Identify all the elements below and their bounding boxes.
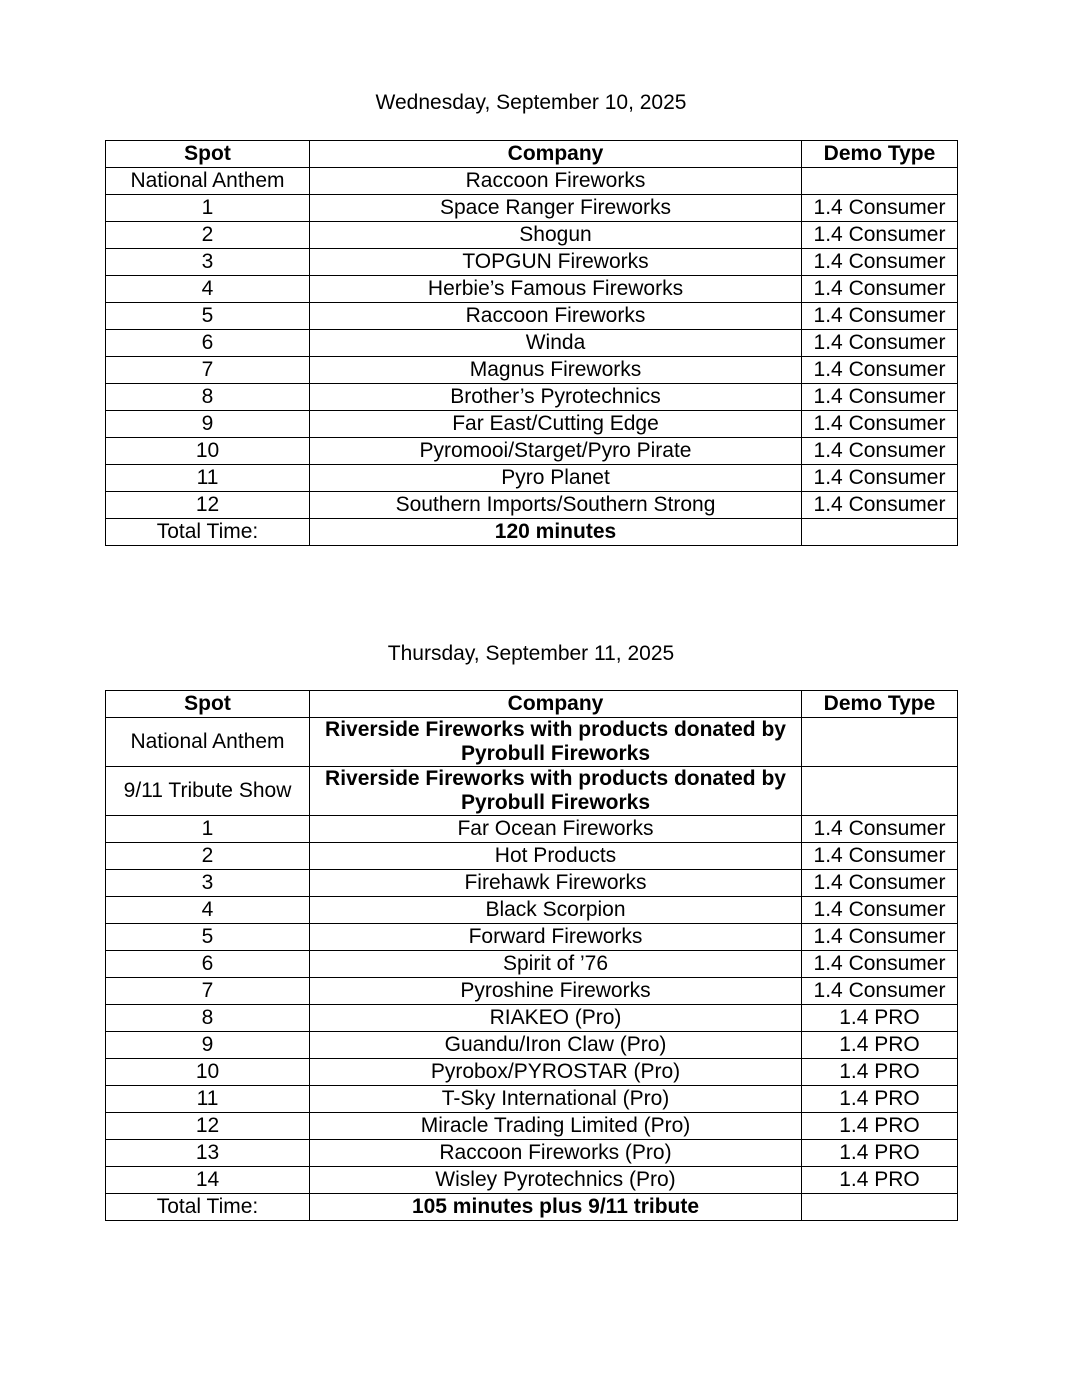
spot-cell: 10 xyxy=(106,1059,310,1086)
demo-type-cell: 1.4 Consumer xyxy=(802,897,958,924)
spot-cell: 10 xyxy=(106,438,310,465)
demo-type-cell: 1.4 PRO xyxy=(802,1140,958,1167)
demo-type-cell: 1.4 Consumer xyxy=(802,276,958,303)
spot-cell: 1 xyxy=(106,816,310,843)
header-demo-type: Demo Type xyxy=(802,691,958,718)
company-cell: Southern Imports/Southern Strong xyxy=(310,492,802,519)
company-cell: Pyromooi/Starget/Pyro Pirate xyxy=(310,438,802,465)
spot-cell: 9 xyxy=(106,411,310,438)
spot-cell: 8 xyxy=(106,1005,310,1032)
demo-type-cell: 1.4 Consumer xyxy=(802,924,958,951)
table-row xyxy=(106,816,958,843)
table-row xyxy=(106,1113,958,1140)
company-cell: Wisley Pyrotechnics (Pro) xyxy=(310,1167,802,1194)
spot-cell: 12 xyxy=(106,492,310,519)
demo-type-cell: 1.4 PRO xyxy=(802,1113,958,1140)
company-cell: Raccoon Fireworks (Pro) xyxy=(310,1140,802,1167)
demo-type-cell: 1.4 Consumer xyxy=(802,465,958,492)
company-cell: Miracle Trading Limited (Pro) xyxy=(310,1113,802,1140)
company-cell: Raccoon Fireworks xyxy=(310,168,802,195)
demo-type-cell: 1.4 Consumer xyxy=(802,303,958,330)
company-cell: TOPGUN Fireworks xyxy=(310,249,802,276)
table-row xyxy=(106,1032,958,1059)
total-label: Total Time: xyxy=(106,519,310,546)
demo-type-cell xyxy=(802,168,958,195)
company-cell: Herbie’s Famous Fireworks xyxy=(310,276,802,303)
header-row xyxy=(106,691,958,718)
spot-cell: 2 xyxy=(106,843,310,870)
demo-type-cell: 1.4 Consumer xyxy=(802,195,958,222)
table-row xyxy=(106,1086,958,1113)
company-cell: Winda xyxy=(310,330,802,357)
company-cell: Guandu/Iron Claw (Pro) xyxy=(310,1032,802,1059)
table-row xyxy=(106,168,958,195)
company-cell: Brother’s Pyrotechnics xyxy=(310,384,802,411)
header-row xyxy=(106,141,958,168)
header-company: Company xyxy=(310,691,802,718)
spot-cell: 9 xyxy=(106,1032,310,1059)
spot-cell: National Anthem xyxy=(106,718,310,767)
table-row xyxy=(106,330,958,357)
table-row xyxy=(106,718,958,767)
demo-type-cell xyxy=(802,767,958,816)
total-row xyxy=(106,1194,958,1221)
header-spot: Spot xyxy=(106,691,310,718)
demo-type-cell: 1.4 Consumer xyxy=(802,330,958,357)
total-empty-cell xyxy=(802,519,958,546)
spot-cell: 4 xyxy=(106,897,310,924)
company-cell: Hot Products xyxy=(310,843,802,870)
company-cell: Far East/Cutting Edge xyxy=(310,411,802,438)
table-row xyxy=(106,897,958,924)
table-row xyxy=(106,924,958,951)
demo-type-cell xyxy=(802,718,958,767)
company-cell: Pyro Planet xyxy=(310,465,802,492)
table-row xyxy=(106,222,958,249)
spot-cell: 1 xyxy=(106,195,310,222)
company-cell: Firehawk Fireworks xyxy=(310,870,802,897)
company-cell: Forward Fireworks xyxy=(310,924,802,951)
table-row xyxy=(106,978,958,1005)
company-cell: Pyroshine Fireworks xyxy=(310,978,802,1005)
demo-type-cell: 1.4 PRO xyxy=(802,1086,958,1113)
schedule-date-title: Wednesday, September 10, 2025 xyxy=(375,91,687,114)
company-cell: Black Scorpion xyxy=(310,897,802,924)
demo-type-cell: 1.4 Consumer xyxy=(802,978,958,1005)
demo-type-cell: 1.4 PRO xyxy=(802,1005,958,1032)
total-value: 105 minutes plus 9/11 tribute xyxy=(310,1194,802,1221)
header-company: Company xyxy=(310,141,802,168)
demo-type-cell: 1.4 Consumer xyxy=(802,357,958,384)
demo-type-cell: 1.4 Consumer xyxy=(802,438,958,465)
header-spot: Spot xyxy=(106,141,310,168)
demo-type-cell: 1.4 PRO xyxy=(802,1032,958,1059)
company-cell: Riverside Fireworks with products donated by Pyrobull Fireworks xyxy=(310,718,802,767)
demo-type-cell: 1.4 PRO xyxy=(802,1059,958,1086)
spot-cell: 4 xyxy=(106,276,310,303)
spot-cell: 12 xyxy=(106,1113,310,1140)
spot-cell: 3 xyxy=(106,870,310,897)
demo-type-cell: 1.4 Consumer xyxy=(802,411,958,438)
spot-cell: 6 xyxy=(106,330,310,357)
total-row xyxy=(106,519,958,546)
demo-type-cell: 1.4 Consumer xyxy=(802,951,958,978)
company-cell: Far Ocean Fireworks xyxy=(310,816,802,843)
demo-type-cell: 1.4 PRO xyxy=(802,1167,958,1194)
table-row xyxy=(106,1167,958,1194)
table-row xyxy=(106,767,958,816)
table-row xyxy=(106,195,958,222)
table-row xyxy=(106,411,958,438)
spot-cell: 11 xyxy=(106,465,310,492)
table-row xyxy=(106,492,958,519)
company-cell: Shogun xyxy=(310,222,802,249)
demo-type-cell: 1.4 Consumer xyxy=(802,843,958,870)
demo-type-cell: 1.4 Consumer xyxy=(802,870,958,897)
demo-type-cell: 1.4 Consumer xyxy=(802,492,958,519)
demo-type-cell: 1.4 Consumer xyxy=(802,222,958,249)
spot-cell: 5 xyxy=(106,303,310,330)
table-row xyxy=(106,1059,958,1086)
schedule-date-title: Thursday, September 11, 2025 xyxy=(387,642,675,665)
total-empty-cell xyxy=(802,1194,958,1221)
schedule-table xyxy=(105,690,958,1221)
demo-type-cell: 1.4 Consumer xyxy=(802,816,958,843)
table-row xyxy=(106,276,958,303)
demo-type-cell: 1.4 Consumer xyxy=(802,384,958,411)
spot-cell: 7 xyxy=(106,357,310,384)
table-row xyxy=(106,843,958,870)
spot-cell: 7 xyxy=(106,978,310,1005)
spot-cell: 8 xyxy=(106,384,310,411)
company-cell: Magnus Fireworks xyxy=(310,357,802,384)
table-row xyxy=(106,870,958,897)
spot-cell: 9/11 Tribute Show xyxy=(106,767,310,816)
company-cell: Spirit of ’76 xyxy=(310,951,802,978)
spot-cell: 14 xyxy=(106,1167,310,1194)
spot-cell: 6 xyxy=(106,951,310,978)
table-row xyxy=(106,357,958,384)
spot-cell: 11 xyxy=(106,1086,310,1113)
table-row xyxy=(106,249,958,276)
company-cell: Raccoon Fireworks xyxy=(310,303,802,330)
table-row xyxy=(106,1005,958,1032)
table-row xyxy=(106,1140,958,1167)
company-cell: Riverside Fireworks with products donated by Pyrobull Fireworks xyxy=(310,767,802,816)
company-cell: T-Sky International (Pro) xyxy=(310,1086,802,1113)
spot-cell: 13 xyxy=(106,1140,310,1167)
total-label: Total Time: xyxy=(106,1194,310,1221)
schedule-table xyxy=(105,140,958,546)
company-cell: RIAKEO (Pro) xyxy=(310,1005,802,1032)
spot-cell: National Anthem xyxy=(106,168,310,195)
schedule-body xyxy=(106,168,958,519)
spot-cell: 5 xyxy=(106,924,310,951)
demo-type-cell: 1.4 Consumer xyxy=(802,249,958,276)
table-row xyxy=(106,951,958,978)
table-row xyxy=(106,303,958,330)
company-cell: Pyrobox/PYROSTAR (Pro) xyxy=(310,1059,802,1086)
header-demo-type: Demo Type xyxy=(802,141,958,168)
total-value: 120 minutes xyxy=(310,519,802,546)
spot-cell: 3 xyxy=(106,249,310,276)
table-row xyxy=(106,438,958,465)
table-row xyxy=(106,384,958,411)
schedule-body xyxy=(106,718,958,1194)
company-cell: Space Ranger Fireworks xyxy=(310,195,802,222)
spot-cell: 2 xyxy=(106,222,310,249)
table-row xyxy=(106,465,958,492)
